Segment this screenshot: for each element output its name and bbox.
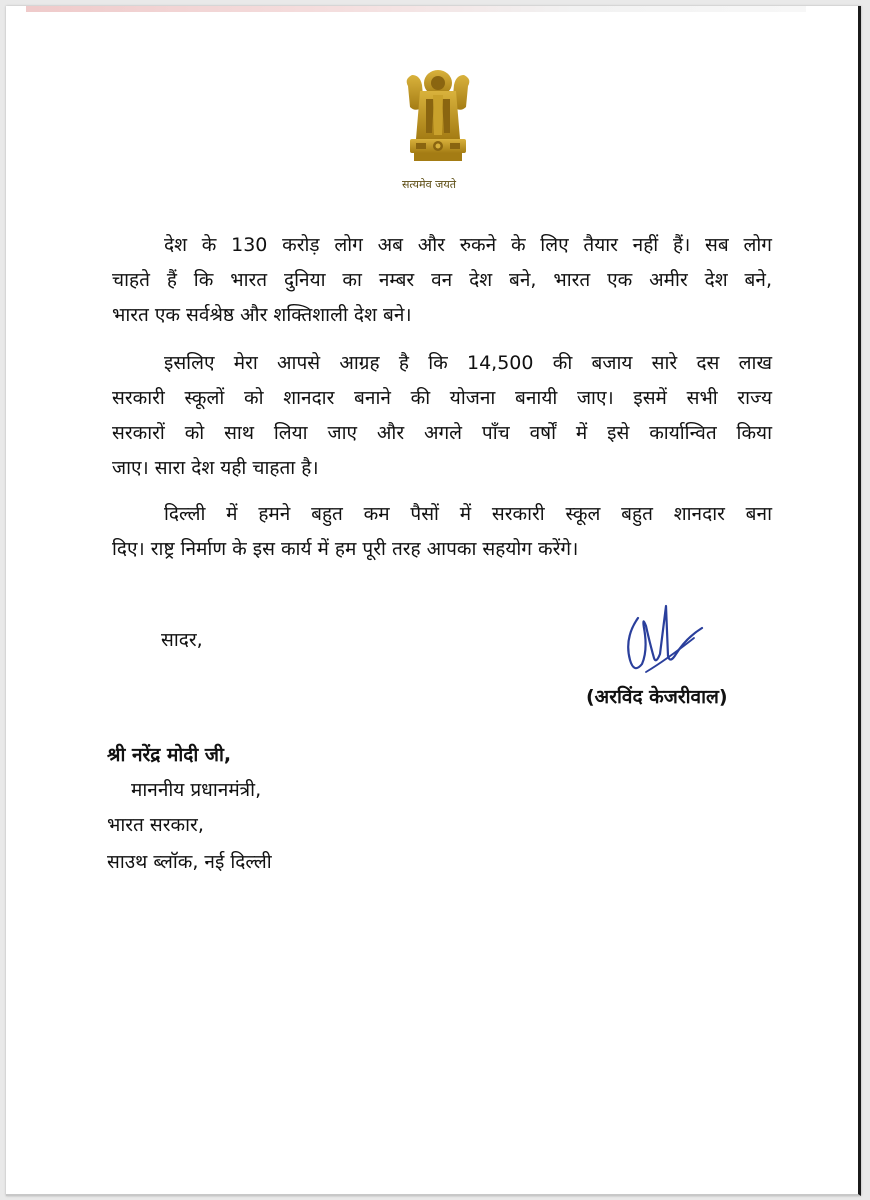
paragraph-1	[112, 228, 772, 333]
paragraph-3	[112, 497, 772, 567]
top-scan-strip	[26, 6, 806, 12]
paragraph-line: भारत एक सर्वश्रेष्ठ और शक्तिशाली देश बने।	[112, 304, 412, 326]
paragraph-line: सरकारी स्कूलों को शानदार बनाने की योजना बनायी जाए। इसमें सभी राज्य	[112, 387, 772, 409]
closing-salutation: सादर,	[161, 629, 203, 651]
paragraph-line: दिल्ली में हमने बहुत कम पैसों में सरकारी स्कूल बहुत शानदार बना	[164, 503, 772, 525]
paragraph-line: चाहते हैं कि भारत दुनिया का नम्बर वन देश बने, भारत एक अमीर देश बने,	[112, 269, 772, 291]
sender-name: (अरविंद केजरीवाल)	[586, 686, 728, 708]
paragraph-2	[112, 346, 772, 486]
handwritten-signature	[616, 598, 716, 688]
paragraph-line: सरकारों को साथ लिया जाए और अगले पाँच वर्षों में इसे कार्यान्वित किया	[112, 422, 772, 444]
paragraph-line: दिए। राष्ट्र निर्माण के इस कार्य में हम पूरी तरह आपका सहयोग करेंगे।	[112, 538, 579, 560]
paragraph-line: देश के 130 करोड़ लोग अब और रुकने के लिए तैयार नहीं हैं। सब लोग	[164, 234, 772, 256]
paragraph-line: जाए। सारा देश यही चाहता है।	[112, 457, 319, 479]
recipient-designation: माननीय प्रधानमंत्री,	[131, 779, 262, 801]
recipient-name: श्री नरेंद्र मोदी जी,	[107, 744, 232, 766]
letter-page	[6, 6, 861, 1196]
recipient-organisation: भारत सरकार,	[107, 814, 204, 836]
recipient-address: साउथ ब्लॉक, नई दिल्ली	[107, 851, 272, 873]
emblem-motto: सत्यमेव जयते	[401, 178, 456, 191]
paragraph-line: इसलिए मेरा आपसे आग्रह है कि 14,500 की बजाय सारे दस लाख	[164, 352, 772, 374]
